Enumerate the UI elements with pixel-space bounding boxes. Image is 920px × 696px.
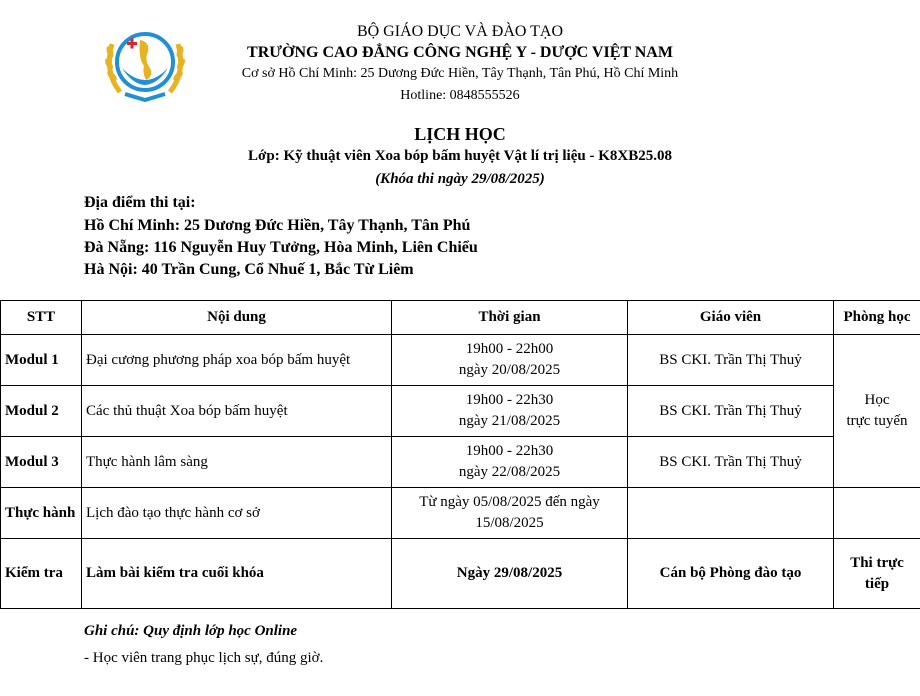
row-time: [392, 437, 628, 488]
row-content: Đại cương phương pháp xoa bóp bấm huyệt: [82, 335, 392, 386]
col-header-stt: STT: [1, 301, 82, 335]
row-time-hours: 19h00 - 22h30: [465, 392, 554, 408]
col-header-time: Thời gian: [392, 301, 628, 335]
class-name: Lớp: Kỹ thuật viên Xoa bóp bấm huyệt Vật lí trị liệu - K8XB25.08: [248, 148, 672, 164]
table-row: [1, 335, 920, 386]
row-stt: Kiểm tra: [1, 539, 82, 609]
table-row: [1, 386, 920, 437]
school-name: TRƯỜNG CAO ĐẲNG CÔNG NGHỆ Y - DƯỢC VIỆT NAM: [247, 44, 673, 61]
row-time: [392, 386, 628, 437]
note-title: Ghi chú: Quy định lớp học Online: [84, 623, 298, 639]
row-time-hours: Từ ngày 05/08/2025 đến ngày: [419, 494, 600, 510]
venue-danang: Đà Nẵng: 116 Nguyễn Huy Tưởng, Hòa Minh, Liên Chiểu: [84, 239, 478, 256]
row-time: [392, 488, 628, 539]
row-time-hours: 19h00 - 22h30: [465, 443, 554, 459]
col-header-room: Phòng học: [834, 301, 920, 335]
row-teacher: BS CKI. Trần Thị Thuỷ: [628, 437, 834, 488]
row-content: Làm bài kiểm tra cuối khóa: [82, 539, 392, 609]
row-teacher: BS CKI. Trần Thị Thuỷ: [628, 335, 834, 386]
table-row: [1, 437, 920, 488]
table-row: [1, 488, 920, 539]
school-address: Cơ sở Hồ Chí Minh: 25 Dương Đức Hiền, Tây Thạnh, Tân Phú, Hồ Chí Minh: [241, 66, 679, 81]
hotline: Hotline: 0848555526: [400, 88, 520, 103]
col-header-teacher: Giáo viên: [628, 301, 834, 335]
col-header-content: Nội dung: [82, 301, 392, 335]
row-time: Ngày 29/08/2025: [392, 539, 628, 609]
room-online-line1: Học: [864, 392, 890, 408]
exam-date: (Khóa thi ngày 29/08/2025): [375, 171, 545, 187]
venue-heading: Địa điểm thi tại:: [84, 194, 196, 211]
row-room: [834, 488, 920, 539]
row-time-date: ngày 20/08/2025: [458, 362, 561, 378]
room-online-line2: trực tuyến: [846, 413, 908, 429]
row-time-date: ngày 21/08/2025: [458, 413, 561, 429]
venue-hanoi: Hà Nội: 40 Trần Cung, Cổ Nhuế 1, Bắc Từ Liêm: [84, 261, 414, 278]
page-title: LỊCH HỌC: [414, 124, 506, 144]
table-header-row: [1, 301, 920, 335]
row-time-date: 15/08/2025: [475, 515, 544, 531]
row-stt: Modul 2: [1, 386, 82, 437]
row-room-online: [834, 335, 920, 488]
venue-hcm: Hồ Chí Minh: 25 Dương Đức Hiền, Tây Thạnh, Tân Phú: [84, 217, 471, 234]
ministry-name: BỘ GIÁO DỤC VÀ ĐÀO TẠO: [356, 23, 564, 40]
row-teacher: Cán bộ Phòng đào tạo: [628, 539, 834, 609]
row-time-hours: 19h00 - 22h00: [465, 341, 554, 357]
row-time: [392, 335, 628, 386]
room-exam-line2: tiếp: [864, 575, 890, 592]
row-room-exam: [834, 539, 920, 609]
table-row: [1, 539, 920, 609]
row-stt: Modul 1: [1, 335, 82, 386]
row-teacher: [628, 488, 834, 539]
schedule-table: [0, 300, 920, 609]
row-teacher: BS CKI. Trần Thị Thuỷ: [628, 386, 834, 437]
row-stt: Thực hành: [1, 488, 82, 539]
row-content: Lịch đào tạo thực hành cơ sở: [82, 488, 392, 539]
room-exam-line1: Thi trực: [850, 554, 904, 571]
row-content: Các thủ thuật Xoa bóp bấm huyệt: [82, 386, 392, 437]
row-content: Thực hành lâm sàng: [82, 437, 392, 488]
note-item: - Học viên trang phục lịch sự, đúng giờ.: [84, 650, 324, 666]
row-time-date: ngày 22/08/2025: [458, 464, 561, 480]
row-stt: Modul 3: [1, 437, 82, 488]
